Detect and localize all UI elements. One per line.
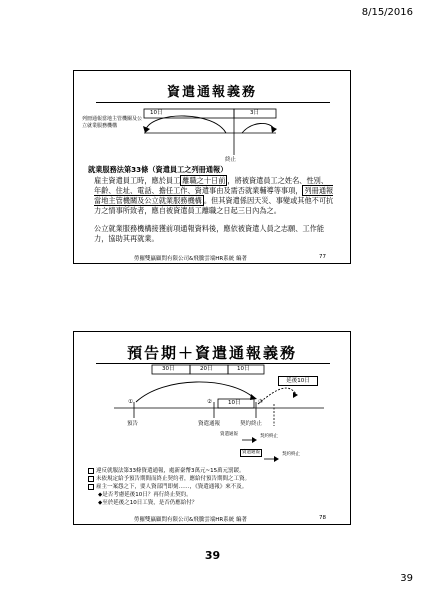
arrow-head-left [143, 126, 150, 133]
bullet-item-2: 未依規定給予預告期間而終止契約者，應給付預告期間之工資。 [88, 475, 338, 483]
delay-10-days-box: 延後10日 [278, 376, 318, 386]
sub-bullet-2: ◆至於延後之10日工資，是否仍應給付？ [98, 500, 198, 506]
bullet-list [88, 467, 338, 507]
point-label-notice: 預告 [127, 421, 139, 427]
slide-78 [73, 331, 351, 525]
period-label-10: 10日 [237, 366, 250, 372]
page-number-center: 39 [204, 549, 221, 562]
mini-b-notify-box: 資遣通報 [242, 450, 260, 455]
marker-3: ③ [258, 399, 263, 405]
notify-authority-highlight: 列冊通報當地主管機關及公立就業服務機構 [94, 186, 334, 205]
arc-delay [258, 388, 296, 404]
mini-a-terminate: 契約終止 [260, 434, 278, 439]
termination-label: 終止 [225, 157, 237, 163]
slide-page-number: 77 [319, 254, 326, 260]
para1-text-a: 雇主資遣員工時，應於員工 [94, 176, 181, 185]
mini-arrow-b-head [274, 456, 279, 462]
mini-a-notify: 資遣通報 [220, 432, 238, 437]
law-reference: 就業服務法第33條（資遣員工之列冊通報） [88, 165, 228, 174]
para1-text-c: 。但其資遣係因天災、事變或其他不可抗力之情事所致者，應自被資遣員工離職之日起三日內為之。 [94, 196, 334, 215]
marker-1: ① [128, 399, 133, 405]
arc-left [146, 116, 226, 133]
slide-77 [73, 70, 351, 264]
period-label-30: 30日 [162, 366, 175, 372]
diamond-bullet-icon: ◆ [98, 492, 103, 498]
mini-arrow-a-head [252, 437, 257, 443]
slide-footer: 勞羅雙贏顧問有限公司&飛騰雲端HR系統 編著 [134, 517, 247, 523]
ten-day-label: 10日 [150, 110, 163, 116]
period-label-20: 20日 [200, 366, 213, 372]
diamond-bullet-icon: ◆ [98, 500, 103, 506]
header-date: 8/15/2016 [361, 7, 413, 18]
slide-page-number: 78 [319, 515, 326, 521]
arrow-head-right [271, 126, 277, 133]
bullet-item-3: 雇主一案怨之下，要人資部門即刻……，《資遣通報》來不及。 [88, 483, 338, 491]
point-label-terminate: 契約終止 [240, 421, 263, 427]
checkbox-icon [88, 484, 94, 490]
sub-bullet-1: ◆是否考慮延後10日？再行終止契約。 [98, 492, 192, 498]
arc-right [242, 123, 274, 133]
para1-text-b: ，將被資遣員工之姓名、性別、年齡、住址、電話、擔任工作、資遣事由及需否就業輔導等事項， [94, 176, 329, 195]
arrow-head-notice [250, 394, 257, 400]
checkbox-icon [88, 468, 94, 474]
slide-title: 預告期＋資遣通報義務 [126, 344, 297, 362]
article-paragraph-1 [94, 176, 334, 216]
checkbox-icon [88, 476, 94, 482]
bullet-item-1: 違反就服法第33條資遣通報，處新臺幣3萬元~15萬元罰鍰。 [88, 467, 338, 475]
mini-b-terminate: 契約終止 [282, 452, 300, 457]
slide-footer: 勞羅雙贏顧問有限公司&飛騰雲端HR系統 編著 [134, 256, 247, 262]
page-number-right: 39 [400, 573, 413, 584]
point-label-notify: 資遣通報 [198, 421, 221, 427]
notice-period-diagram [74, 332, 352, 462]
notify-authority-label: 列冊通報當地主管機關及公立就業服務機構 [82, 116, 143, 129]
marker-2: ② [207, 399, 212, 405]
notify-label-10: 10日 [228, 400, 241, 406]
three-day-label: 3日 [250, 110, 259, 116]
ten-days-before-highlight: 離職之十日前 [182, 176, 226, 185]
article-paragraph-2: 公立就業服務機構接獲前項通報資料後，應依被資遣人員之志願、工作能力，協助其再就業。 [94, 224, 325, 243]
slide-title: 資遣通報義務 [166, 85, 257, 100]
